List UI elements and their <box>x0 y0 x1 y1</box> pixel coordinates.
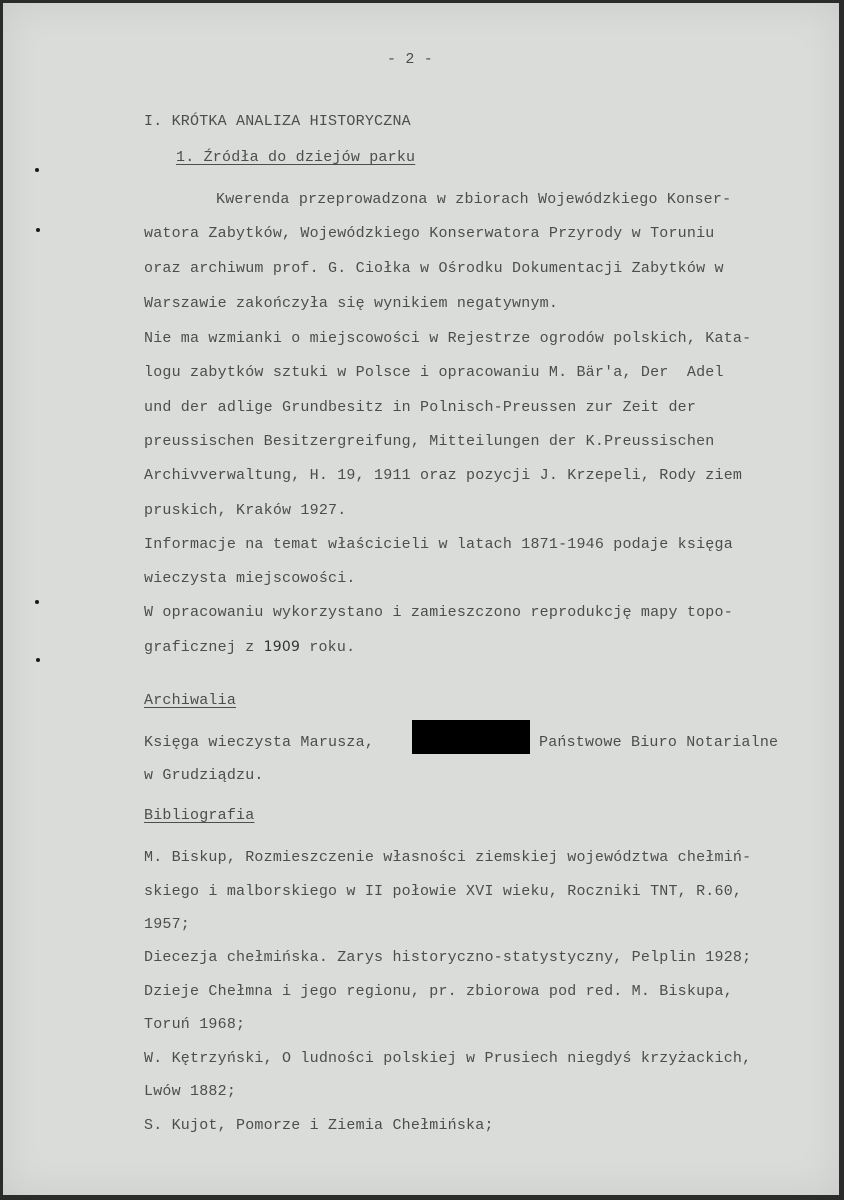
bibliography-line: Diecezja chełmińska. Zarys historyczno-statystyczny, Pelplin 1928; <box>144 949 752 966</box>
body-line: oraz archiwum prof. G. Ciołka w Ośrodku Dokumentacji Zabytków w <box>144 260 724 277</box>
bibliography-line: Dzieje Chełmna i jego regionu, pr. zbiorowa pod red. M. Biskupa, <box>144 983 733 1000</box>
subsection-heading: 1. Źródła do dziejów parku <box>176 149 416 166</box>
body-line: watora Zabytków, Wojewódzkiego Konserwatora Przyrody w Toruniu <box>144 225 715 242</box>
archiwalia-line-end: Państwowe Biuro Notarialne <box>539 734 779 751</box>
archiwalia-line-start: Księga wieczysta Marusza, <box>144 734 375 751</box>
bibliography-line: W. Kętrzyński, O ludności polskiej w Prusiech niegdyś krzyżackich, <box>144 1050 752 1067</box>
redaction-block <box>412 720 530 754</box>
bibliography-line: skiego i malborskiego w II połowie XVI wieku, Roczniki TNT, R.60, <box>144 883 743 900</box>
binder-hole <box>35 168 39 172</box>
page-number: - 2 - <box>387 51 434 68</box>
body-line: Informacje na temat właścicieli w latach 1871-1946 podaje księga <box>144 536 733 553</box>
body-line: logu zabytków sztuki w Polsce i opracowaniu M. Bär'a, Der Adel <box>144 364 724 381</box>
body-line: graficznej z <box>144 639 264 656</box>
body-line: Archivverwaltung, H. 19, 1911 oraz pozycji J. Krzepeli, Rody ziem <box>144 467 743 484</box>
bibliography-line: Lwów 1882; <box>144 1083 237 1100</box>
body-line: W opracowaniu wykorzystano i zamieszczono reprodukcję mapy topo- <box>144 604 733 621</box>
body-line: und der adlige Grundbesitz in Polnisch-Preussen zur Zeit der <box>144 399 697 416</box>
body-line: wieczysta miejscowości. <box>144 570 356 587</box>
bibliography-line: M. Biskup, Rozmieszczenie własności ziemskiej województwa chełmiń- <box>144 849 752 866</box>
body-tail: roku. <box>300 639 356 656</box>
body-line: Nie ma wzmianki o miejscowości w Rejestrze ogrodów polskich, Kata- <box>144 330 752 347</box>
handwritten-year: 1909 <box>263 639 301 655</box>
binder-hole <box>36 658 40 662</box>
bibliografia-heading: Bibliografia <box>144 807 255 824</box>
body-line-final <box>144 638 355 657</box>
document-page <box>3 3 839 1195</box>
bibliography-line: 1957; <box>144 916 191 933</box>
binder-hole <box>35 600 39 604</box>
body-line: preussischen Besitzergreifung, Mitteilungen der K.Preussischen <box>144 433 715 450</box>
body-line: Kwerenda przeprowadzona w zbiorach Wojewódzkiego Konser- <box>216 191 732 208</box>
section-heading: I. KRÓTKA ANALIZA HISTORYCZNA <box>144 113 411 130</box>
binder-hole <box>36 228 40 232</box>
archiwalia-heading: Archiwalia <box>144 692 237 709</box>
bibliography-line: S. Kujot, Pomorze i Ziemia Chełmińska; <box>144 1117 494 1134</box>
body-line: Warszawie zakończyła się wynikiem negatywnym. <box>144 295 559 312</box>
body-line: pruskich, Kraków 1927. <box>144 502 347 519</box>
bibliography-line: Toruń 1968; <box>144 1016 246 1033</box>
archiwalia-line-2: w Grudziądzu. <box>144 767 264 784</box>
